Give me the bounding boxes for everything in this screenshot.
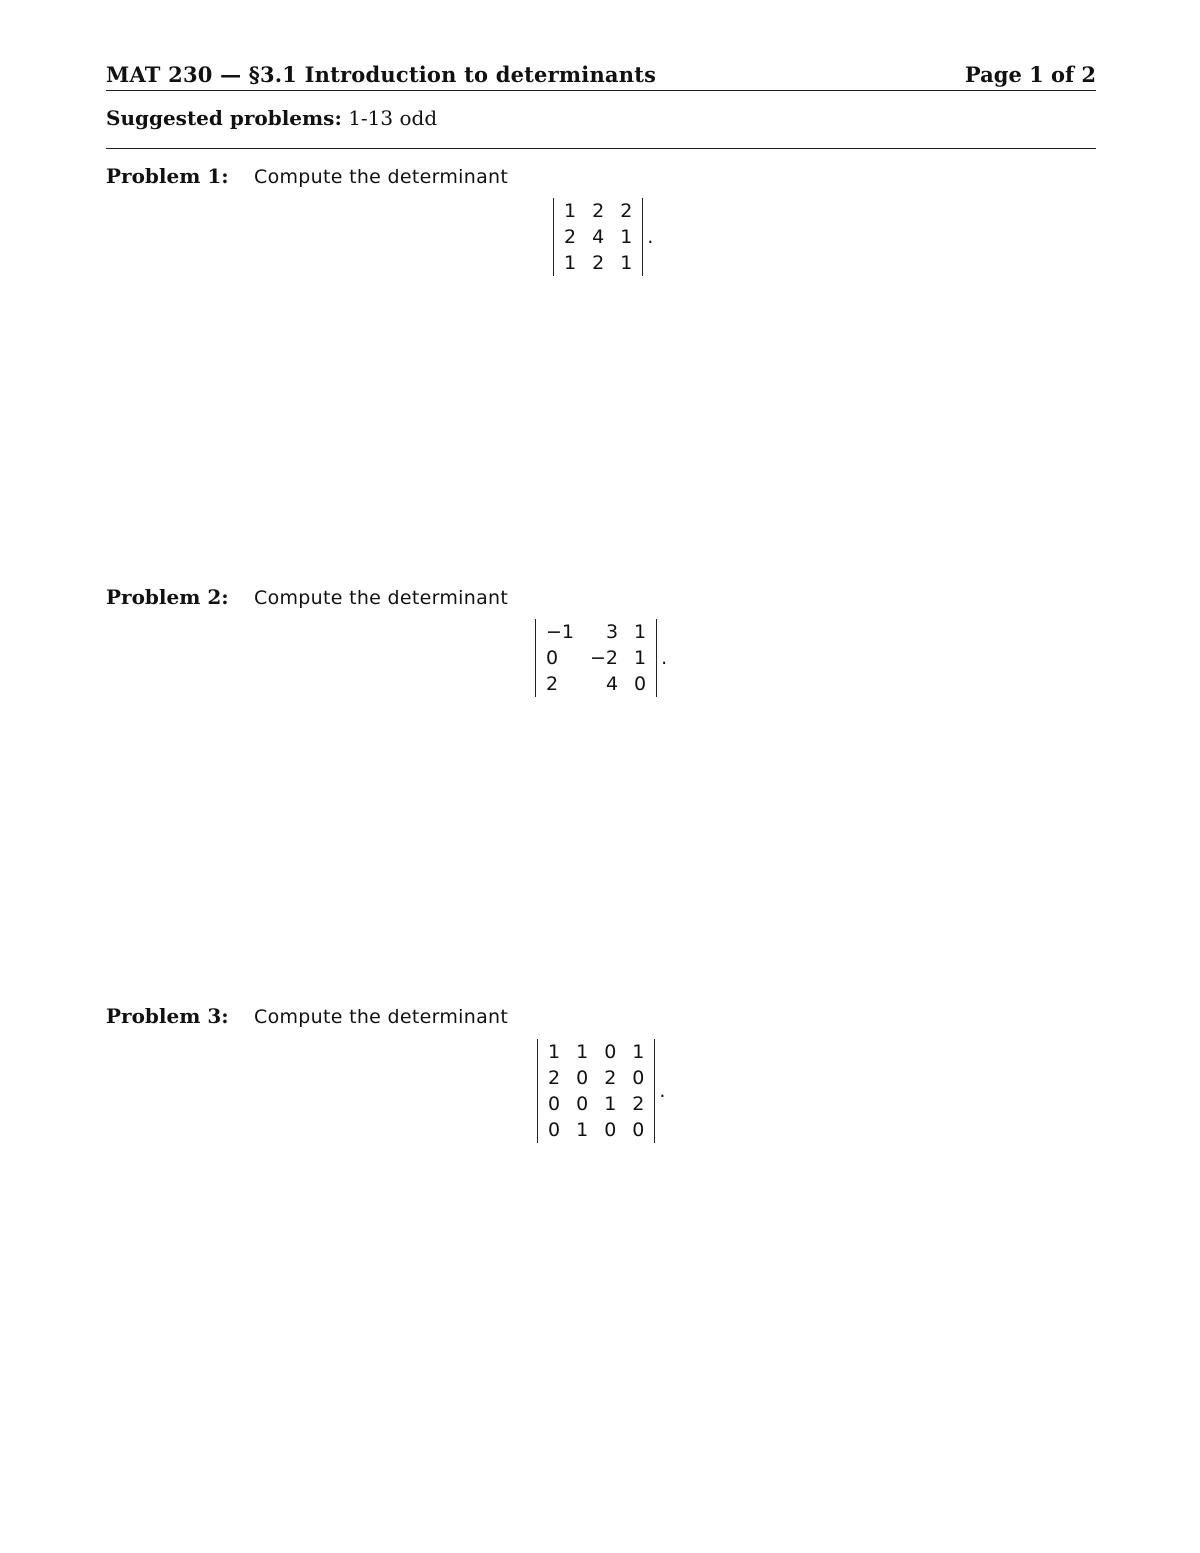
determinant-matrix	[553, 198, 643, 276]
matrix-cell: 0	[576, 1093, 589, 1115]
matrix-cell: 2	[604, 1067, 617, 1089]
matrix-cell: 1	[548, 1041, 561, 1063]
matrix-cell: 1	[604, 1093, 617, 1115]
matrix-cell: 2	[548, 1067, 561, 1089]
matrix-cell: 2	[546, 673, 559, 695]
matrix-cell: 1	[632, 1041, 645, 1063]
problem-text: Compute the determinant	[254, 1006, 509, 1028]
matrix-cell: 1	[634, 621, 647, 643]
matrix-cell: 0	[548, 1093, 561, 1115]
matrix-cell: −2	[590, 647, 619, 669]
problem-label: Problem 2:	[106, 585, 229, 609]
page-header	[106, 60, 1096, 91]
matrix-cell: 1	[620, 226, 633, 248]
suggested-value: 1-13 odd	[348, 106, 438, 130]
suggested-label: Suggested problems:	[106, 106, 342, 130]
determinant-matrix	[535, 619, 657, 697]
suggested-problems	[106, 106, 1096, 149]
determinant-2	[535, 619, 667, 697]
matrix-cell: 1	[634, 647, 647, 669]
matrix-cell: 1	[564, 200, 577, 222]
problem-label: Problem 1:	[106, 164, 229, 188]
matrix-period: .	[659, 1080, 666, 1102]
problem-3	[106, 1004, 1096, 1028]
matrix-cell: 2	[592, 200, 605, 222]
matrix-cell: 1	[576, 1041, 589, 1063]
determinant-1	[553, 198, 653, 276]
matrix-cell: 0	[546, 647, 559, 669]
matrix-cell: 3	[605, 621, 619, 643]
matrix-cell: 1	[576, 1119, 589, 1141]
matrix-cell: 0	[632, 1119, 645, 1141]
matrix-cell: 0	[632, 1067, 645, 1089]
problem-text: Compute the determinant	[254, 587, 509, 609]
problem-1	[106, 164, 1096, 188]
problem-2	[106, 585, 1096, 609]
matrix-cell: 0	[576, 1067, 589, 1089]
problem-text: Compute the determinant	[254, 166, 509, 188]
matrix-cell: 1	[620, 252, 633, 274]
matrix-cell: 1	[564, 252, 577, 274]
matrix-cell: 0	[604, 1041, 617, 1063]
matrix-cell: 0	[604, 1119, 617, 1141]
problem-label: Problem 3:	[106, 1004, 229, 1028]
matrix-cell: 4	[605, 673, 619, 695]
determinant-matrix	[537, 1039, 655, 1143]
page-title: MAT 230 — §3.1 Introduction to determinants	[106, 62, 657, 87]
matrix-cell: −1	[546, 621, 575, 643]
determinant-3	[537, 1039, 665, 1143]
matrix-period: .	[647, 226, 654, 248]
matrix-cell: 2	[564, 226, 577, 248]
matrix-cell: 0	[634, 673, 647, 695]
matrix-period: .	[661, 647, 668, 669]
page-number: Page 1 of 2	[964, 62, 1096, 87]
matrix-cell: 2	[620, 200, 633, 222]
matrix-cell: 4	[592, 226, 605, 248]
matrix-cell: 2	[592, 252, 605, 274]
matrix-cell: 2	[632, 1093, 645, 1115]
matrix-cell: 0	[548, 1119, 561, 1141]
